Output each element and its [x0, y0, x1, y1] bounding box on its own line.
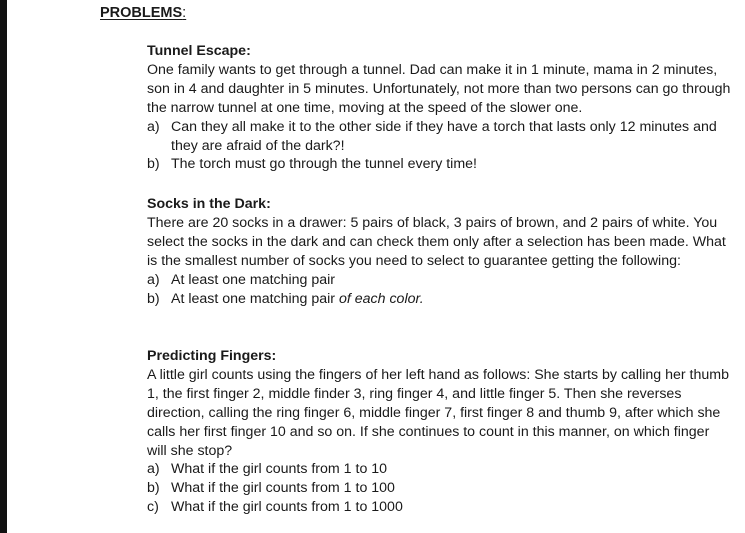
problem-socks-in-the-dark — [147, 195, 732, 308]
list-item — [147, 118, 732, 156]
item-label: a) — [147, 271, 160, 288]
item-label: b) — [147, 156, 160, 173]
item-text: The torch must go through the tunnel every time! — [171, 156, 477, 173]
item-label: c) — [147, 499, 159, 516]
item-text: What if the girl counts from 1 to 1000 — [171, 499, 403, 516]
left-edge-bar — [0, 0, 7, 533]
problem-tunnel-escape — [147, 42, 732, 174]
list-item — [147, 290, 732, 309]
item-text-italic: of each color. — [338, 290, 424, 307]
list-item — [147, 271, 732, 290]
item-label: a) — [147, 118, 160, 135]
item-text: At least one matching pair — [171, 290, 339, 307]
item-text: What if the girl counts from 1 to 100 — [171, 480, 395, 497]
item-label: b) — [147, 290, 160, 307]
list-item — [147, 460, 732, 479]
list-item — [147, 155, 732, 174]
problem-predicting-fingers — [147, 347, 732, 517]
item-label: b) — [147, 480, 160, 497]
problem-text: One family wants to get through a tunnel. Dad can make it in 1 minute, mama in 2 minutes, son in 4 and daughter in 5 minutes. Unfortunately, not more than two persons can go through the narrow tunnel at one time, moving at the speed of the slower one. — [147, 61, 731, 116]
item-text: What if the girl counts from 1 to 10 — [171, 461, 388, 478]
problem-title: Tunnel Escape: — [147, 43, 251, 59]
item-label: a) — [147, 461, 160, 478]
list-item — [147, 498, 732, 517]
list-item — [147, 479, 732, 498]
item-text: Can they all make it to the other side if they have a torch that lasts only 12 minutes and they are afraid of the dark?! — [171, 118, 717, 154]
problem-text: There are 20 socks in a drawer: 5 pairs of black, 3 pairs of brown, and 2 pairs of white. You select the socks in the dark and can check them only after a selection has been made. What is the smallest number of socks you need to select to guarantee getting the following: — [147, 214, 726, 269]
problem-text: A little girl counts using the fingers of her left hand as follows: She starts by calling her thumb 1, the first finger 2, middle finder 3, ring finger 4, and little finger 5. Then she reverses direction, calling the ring finger 6, middle finger 7, first finger 8 and thumb 9, after which she calls her first finger 10 and so on. If she continues to count in this manner, on which finger will she stop? — [147, 366, 729, 459]
item-text: At least one matching pair — [171, 271, 336, 288]
page-heading: PROBLEMS: — [100, 5, 187, 21]
problem-title: Predicting Fingers: — [147, 348, 277, 364]
problem-title: Socks in the Dark: — [147, 196, 271, 212]
